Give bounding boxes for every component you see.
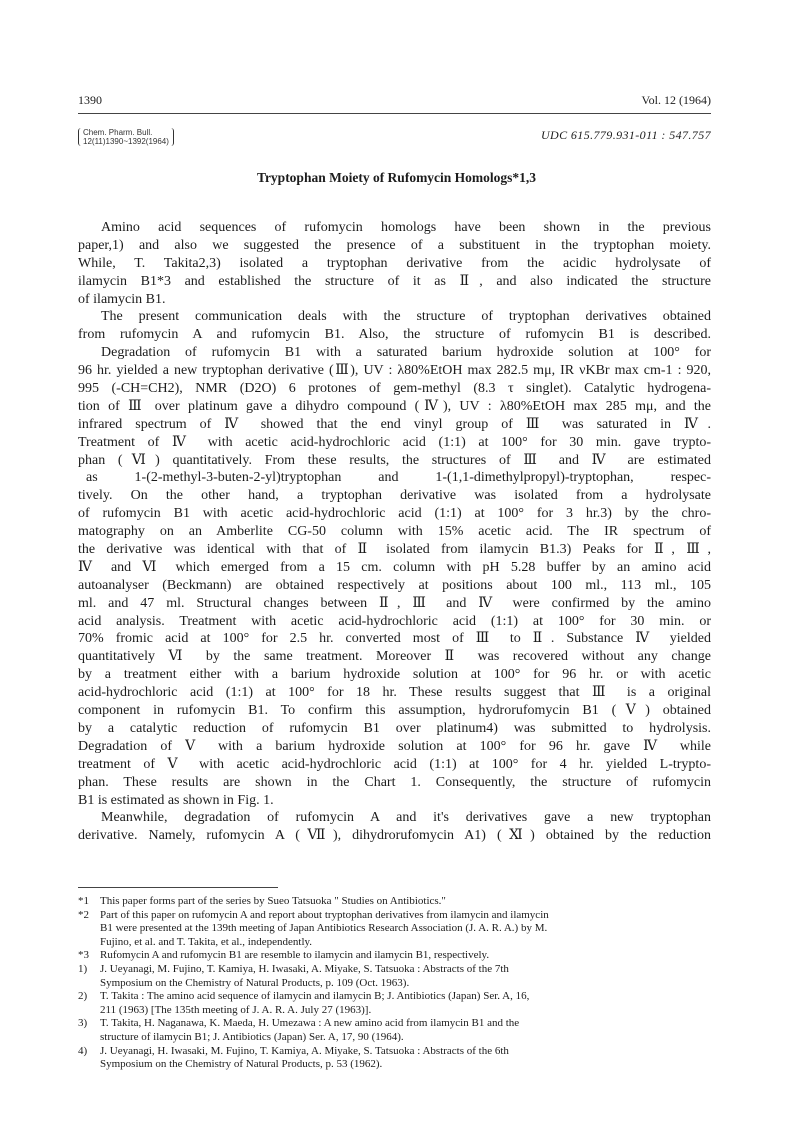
- article-title: Tryptophan Moiety of Rufomycin Homologs*1,3: [256, 170, 537, 185]
- body-line: Treatment of Ⅳ with acetic acid-hydrochloric acid (1:1) at 100° for 30 min. gave trypto-: [78, 434, 711, 450]
- body-line: tion of Ⅲ over platinum gave a dihydro compound (Ⅳ), UV : λ80%EtOH max 285 mμ, and the: [78, 398, 711, 414]
- reference: [78, 990, 711, 1017]
- reference-number: 4): [78, 1044, 88, 1057]
- body-line: by a treatment either with a barium hydroxide solution at 100° for 96 hr. or with acetic: [78, 667, 711, 683]
- footnotes: [78, 895, 711, 1072]
- body-line: quantitatively Ⅵ by the same treatment. Moreover Ⅱ was recovered without any change: [78, 649, 711, 665]
- reference-line: Symposium on the Chemistry of Natural Products, p. 109 (Oct. 1963).: [100, 976, 410, 989]
- body-line: derivative. Namely, rufomycin A (Ⅶ), dihydrorufomycin A1) (Ⅺ) obtained by the reduction: [78, 828, 711, 844]
- footnote-line: B1 were presented at the 139th meeting of Japan Antibiotics Research Association (J. A. R. A.) by M.: [100, 922, 548, 935]
- body-line: B1 is estimated as shown in Fig. 1.: [78, 792, 274, 808]
- body-line: Ⅳ and Ⅵ which emerged from a 15 cm. column with pH 5.28 buffer by an amino acid: [78, 559, 711, 575]
- body-line: of rufomycin B1 with acetic acid-hydrochloric acid (1:1) at 100° for 3 hr.3) by the chro-: [78, 506, 711, 522]
- footnote-mark: *2: [78, 908, 89, 921]
- reference-number: 2): [78, 990, 88, 1003]
- reference-line: T. Takita : The amino acid sequence of ilamycin and ilamycin B; J. Antibiotics (Japan) Ser. A, 16,: [100, 990, 530, 1003]
- body-line: treatment of Ⅴ with acetic acid-hydrochloric acid (1:1) at 100° for 4 hr. yielded L-trypto-: [78, 756, 711, 772]
- body-line: Degradation of rufomycin B1 with a saturated barium hydroxide solution at 100° for: [101, 345, 711, 361]
- footnote-line: Fujino, et al. and T. Takita, et al., independently.: [100, 935, 313, 948]
- body-line: phan (Ⅵ) quantitatively. From these results, the structures of Ⅲ and Ⅳ are estimated: [78, 452, 711, 468]
- body-line: Amino acid sequences of rufomycin homologs have been shown in the previous: [101, 220, 711, 235]
- body-line: paper,1) and also we suggested the presence of a substituent in the tryptophan moiety.: [78, 237, 711, 253]
- body-line: Meanwhile, degradation of rufomycin A and it's derivatives gave a new tryptophan: [101, 810, 711, 826]
- reference-line: T. Takita, H. Naganawa, K. Maeda, H. Umezawa : A new amino acid from ilamycin B1 and the: [100, 1017, 520, 1030]
- body-line: ilamycin B1*3 and established the structure of it as Ⅱ, and also indicated the structure: [78, 273, 711, 289]
- reference-number: 1): [78, 962, 88, 975]
- footnote: [78, 909, 711, 950]
- footnote-rule: [78, 887, 278, 888]
- body-line: acid-hydrochloric acid (1:1) at 100° for 18 hr. These results suggest that Ⅲ is a original: [78, 685, 711, 701]
- reference-line: 211 (1963) [The 135th meeting of J. A. R. A. July 27 (1963)].: [100, 1003, 372, 1016]
- footnote-mark: *3: [78, 949, 89, 962]
- page-number: 1390: [78, 93, 102, 107]
- reference: [78, 1045, 711, 1072]
- body-line: While, T. Takita2,3) isolated a tryptophan derivative from the acidic hydrolysate of: [78, 255, 711, 271]
- body-line: autoanalyser (Beckmann) are obtained respectively at positions about 100 ml., 113 ml., 105: [78, 577, 711, 593]
- body-line: Degradation of Ⅴ with a barium hydroxide solution at 100° for 96 hr. gave Ⅳ while: [78, 738, 711, 754]
- udc-code: UDC 615.779.931-011 : 547.757: [540, 128, 711, 142]
- body-line: 995 (-CH=CH2), NMR (D2O) 6 protones of gem-methyl (8.3 τ singlet). Catalytic hydrogena-: [78, 381, 711, 397]
- reference: [78, 963, 711, 990]
- reference-line: J. Ueyanagi, H. Iwasaki, M. Fujino, T. Kamiya, A. Miyake, S. Tatsuoka : Abstracts of the 6th: [100, 1044, 509, 1057]
- body-line: tively. On the other hand, a tryptophan derivative was isolated from a hydrolysate: [78, 488, 711, 504]
- footnote: [78, 895, 711, 909]
- footnote-mark: *1: [78, 895, 89, 907]
- body-line: as 1-(2-methyl-3-buten-2-yl)tryptophan and 1-(1,1-dimethylpropyl)-tryptophan, respec-: [86, 470, 711, 486]
- body-line: 70% fromic acid at 100° for 2.5 hr. converted most of Ⅲ to Ⅱ. Substance Ⅳ yielded: [78, 631, 711, 647]
- reference: [78, 1017, 711, 1044]
- body-line: the derivative was identical with that of Ⅱ isolated from ilamycin B1.3) Peaks for Ⅱ, Ⅲ,: [78, 542, 711, 558]
- body-line: ml. and 47 ml. Structural changes between Ⅱ, Ⅲ and Ⅳ were confirmed by the amino: [78, 595, 711, 611]
- footnote-line: Part of this paper on rufomycin A and report about tryptophan derivatives from ilamycin and ilamycin: [100, 908, 549, 921]
- volume-label: Vol. 12 (1964): [641, 93, 711, 107]
- body-line: phan. These results are shown in the Chart 1. Consequently, the structure of rufomycin: [78, 774, 711, 790]
- reference-number: 3): [78, 1017, 88, 1030]
- body-line: by a catalytic reduction of rufomycin B1 over platinum4) was submitted to hydrolysis.: [78, 720, 711, 736]
- citation-journal: Chem. Pharm. Bull.: [83, 128, 153, 137]
- body-line: 96 hr. yielded a new tryptophan derivative (Ⅲ), UV : λ80%EtOH max 282.5 mμ, IR νKBr max cm-1 : 920,: [78, 363, 711, 379]
- reference-line: Symposium on the Chemistry of Natural Products, p. 53 (1962).: [100, 1058, 383, 1071]
- body-line: of ilamycin B1.: [78, 291, 166, 307]
- footnote-line: This paper forms part of the series by Sueo Tatsuoka " Studies on Antibiotics.": [100, 895, 446, 907]
- body-line: infrared spectrum of Ⅳ showed that the end vinyl group of Ⅲ was saturated in Ⅳ.: [78, 416, 711, 432]
- citation-issue: 12(11)1390~1392(1964): [83, 137, 169, 146]
- body-line: matography on an Amberlite CG-50 column with 15% acetic acid. The IR spectrum of: [78, 524, 711, 540]
- footnote: [78, 949, 711, 963]
- reference-line: J. Ueyanagi, M. Fujino, T. Kamiya, H. Iwasaki, A. Miyake, S. Tatsuoka : Abstracts of the 7th: [100, 962, 509, 975]
- journal-citation: [78, 128, 174, 146]
- header-rule: [78, 113, 711, 114]
- article-body: [78, 219, 711, 845]
- reference-line: structure of ilamycin B1; J. Antibiotics (Japan) Ser. A, 17, 90 (1964).: [100, 1030, 404, 1043]
- body-line: component in rufomycin B1. To confirm this assumption, hydrorufomycin B1 (Ⅴ) obtained: [78, 703, 711, 719]
- body-line: from rufomycin A and rufomycin B1. Also, the structure of rufomycin B1 is described.: [78, 327, 711, 343]
- body-line: The present communication deals with the structure of tryptophan derivatives obtained: [101, 309, 711, 325]
- footnote-line: Rufomycin A and rufomycin B1 are resemble to ilamycin and ilamycin B1, respectively.: [100, 949, 490, 962]
- body-line: acid analysis. Treatment with acetic acid-hydrochloric acid (1:1) at 100° for 30 min. or: [78, 613, 711, 629]
